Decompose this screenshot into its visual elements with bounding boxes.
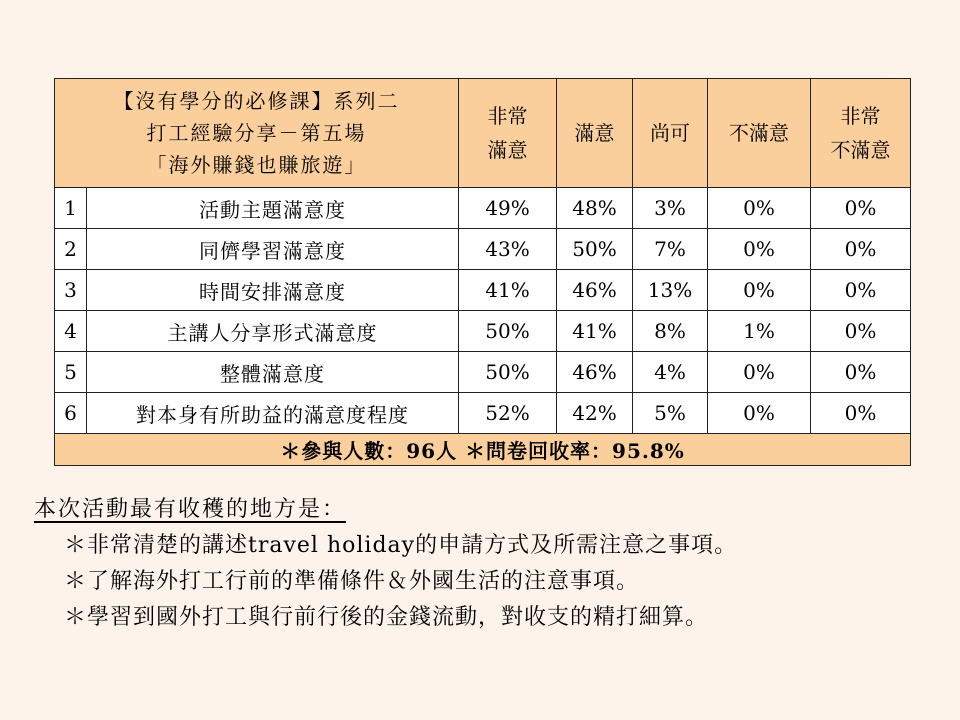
column-header-line: 滿意 — [574, 121, 615, 145]
cell-value: 46% — [557, 270, 633, 311]
row-item: 活動主題滿意度 — [87, 188, 459, 229]
column-header-neutral — [633, 79, 708, 188]
cell-value: 0% — [811, 229, 911, 270]
cell-value: 0% — [811, 270, 911, 311]
cell-value: 5% — [633, 393, 708, 434]
table-row — [55, 393, 911, 434]
cell-value: 0% — [708, 229, 811, 270]
cell-value: 50% — [459, 311, 557, 352]
cell-value: 50% — [557, 229, 633, 270]
column-header-line: 非常 — [840, 104, 881, 128]
cell-value: 42% — [557, 393, 633, 434]
cell-value: 7% — [633, 229, 708, 270]
takeaways-section — [34, 492, 737, 636]
row-item: 同儕學習滿意度 — [87, 229, 459, 270]
column-header-line: 尚可 — [650, 121, 690, 145]
row-item: 對本身有所助益的滿意度程度 — [87, 393, 459, 434]
list-item: ＊了解海外打工行前的準備條件＆外國生活的注意事項。 — [64, 569, 640, 594]
cell-value: 4% — [633, 352, 708, 393]
cell-value: 46% — [557, 352, 633, 393]
table-footer-row — [55, 434, 911, 466]
table-header-row — [55, 79, 911, 188]
cell-value: 50% — [459, 352, 557, 393]
table-row — [55, 352, 911, 393]
cell-value: 43% — [459, 229, 557, 270]
row-number: 2 — [55, 229, 87, 270]
column-header-line: 滿意 — [487, 138, 528, 162]
row-number: 6 — [55, 393, 87, 434]
cell-value: 1% — [708, 311, 811, 352]
cell-value: 0% — [708, 352, 811, 393]
row-item: 主講人分享形式滿意度 — [87, 311, 459, 352]
cell-value: 0% — [708, 188, 811, 229]
table-row — [55, 311, 911, 352]
cell-value: 0% — [708, 270, 811, 311]
cell-value: 0% — [708, 393, 811, 434]
cell-value: 0% — [811, 311, 911, 352]
row-number: 4 — [55, 311, 87, 352]
column-header-dissatisfied — [708, 79, 811, 188]
satisfaction-table — [54, 78, 911, 466]
cell-value: 41% — [557, 311, 633, 352]
row-number: 3 — [55, 270, 87, 311]
row-number: 5 — [55, 352, 87, 393]
cell-value: 48% — [557, 188, 633, 229]
list-item: ＊非常清楚的講述travel holiday的申請方式及所需注意之事項。 — [64, 533, 738, 558]
cell-value: 13% — [633, 270, 708, 311]
takeaways-title: 本次活動最有收穫的地方是： — [34, 497, 347, 522]
table-row — [55, 270, 911, 311]
participation-summary: ＊參與人數：96人 ＊問卷回收率：95.8% — [55, 434, 911, 466]
cell-value: 41% — [459, 270, 557, 311]
column-header-line: 不滿意 — [830, 138, 891, 162]
takeaways-list — [34, 528, 737, 636]
cell-value: 0% — [811, 393, 911, 434]
cell-value: 3% — [633, 188, 708, 229]
table-row — [55, 188, 911, 229]
list-item: ＊學習到國外打工與行前行後的金錢流動，對收支的精打細算。 — [64, 605, 709, 630]
table-title-line: 「海外賺錢也賺旅遊」 — [146, 153, 367, 177]
table-title-line: 【沒有學分的必修課】系列二 — [113, 89, 400, 113]
cell-value: 49% — [459, 188, 557, 229]
row-number: 1 — [55, 188, 87, 229]
cell-value: 0% — [811, 188, 911, 229]
row-item: 時間安排滿意度 — [87, 270, 459, 311]
cell-value: 0% — [811, 352, 911, 393]
column-header-line: 不滿意 — [729, 121, 789, 145]
cell-value: 52% — [459, 393, 557, 434]
column-header-very-satisfied — [459, 79, 557, 188]
column-header-very-dissatisfied — [811, 79, 911, 188]
column-header-line: 非常 — [487, 104, 528, 128]
table-title — [55, 79, 459, 188]
table-title-line: 打工經驗分享－第五場 — [146, 121, 367, 145]
row-item: 整體滿意度 — [87, 352, 459, 393]
table-row — [55, 229, 911, 270]
cell-value: 8% — [633, 311, 708, 352]
column-header-satisfied — [557, 79, 633, 188]
